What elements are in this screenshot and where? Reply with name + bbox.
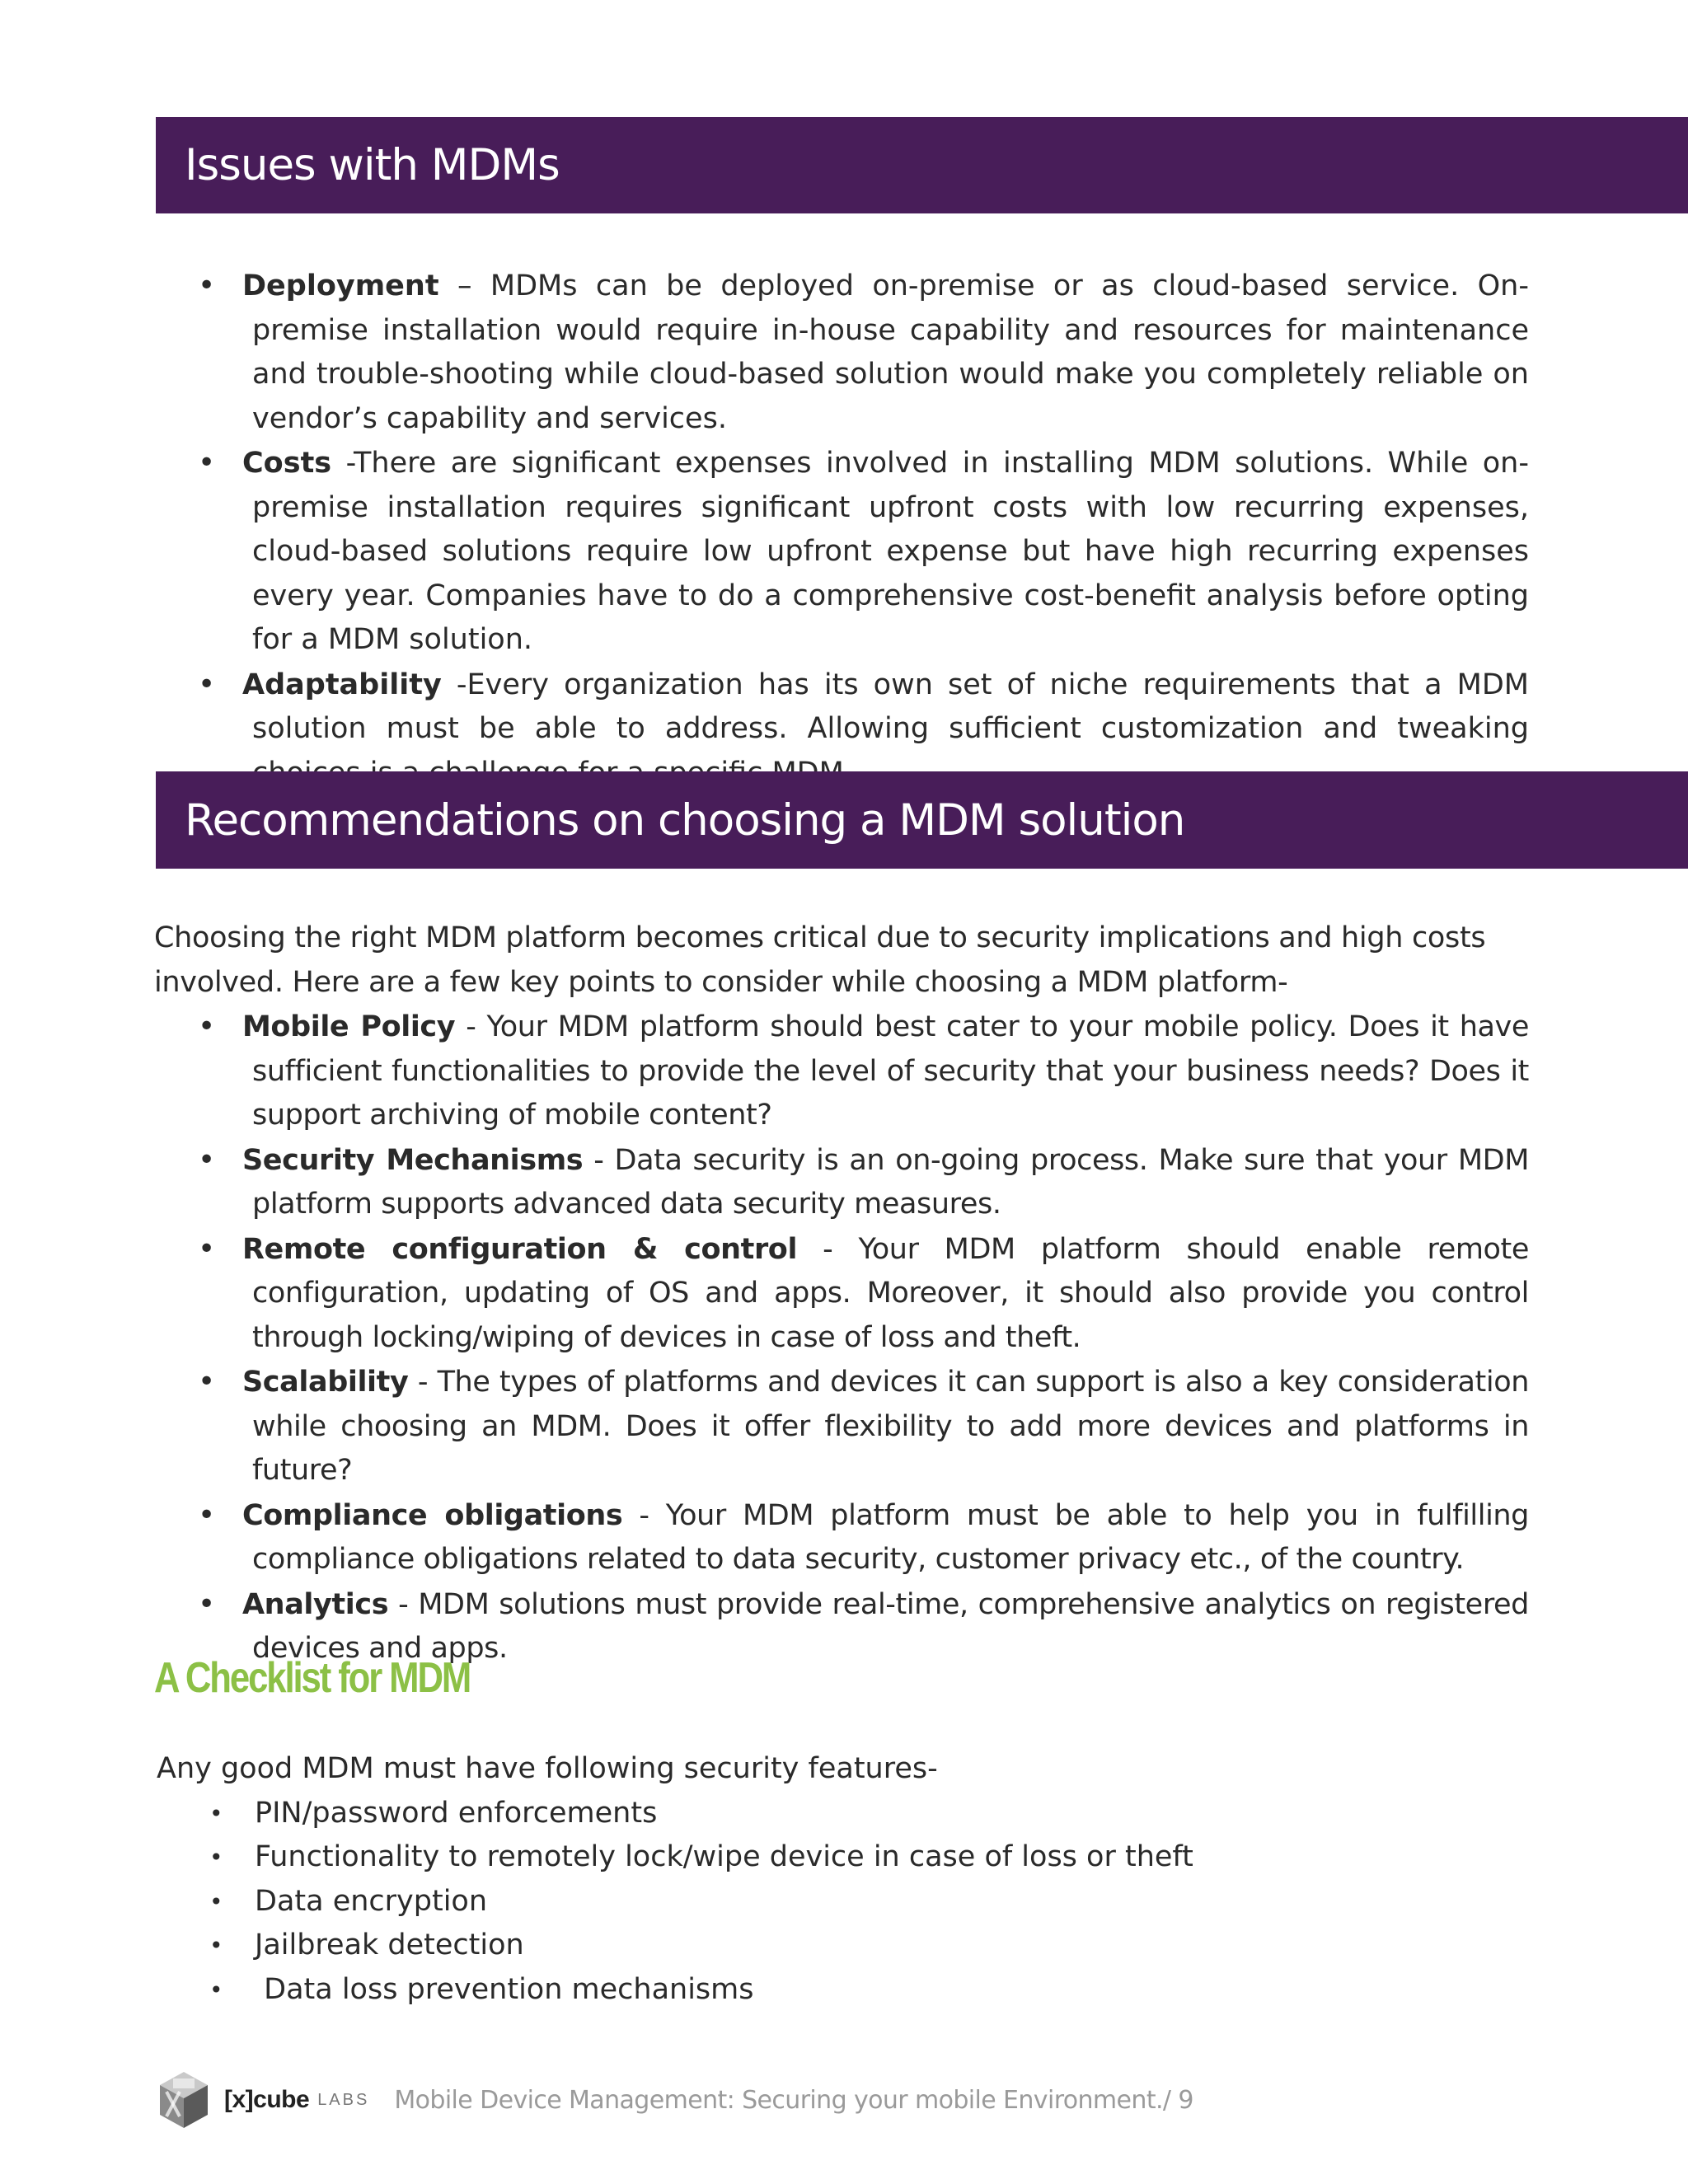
item-text: Jailbreak detection xyxy=(255,1929,524,1961)
recommendations-list xyxy=(154,1005,1529,1671)
issues-list xyxy=(154,264,1529,795)
item-term: Deployment xyxy=(242,269,439,302)
checklist-intro: Any good MDM must have following security features- xyxy=(157,1752,938,1785)
bullet: • xyxy=(198,1497,215,1532)
footer-text: Mobile Device Management: Securing your mobile Environment./ 9 xyxy=(394,2085,1193,2115)
item-term: Costs xyxy=(242,447,332,480)
section-banner-recommendations xyxy=(156,771,1688,869)
section-title-recommendations: Recommendations on choosing a MDM solution xyxy=(185,794,1185,846)
checklist-list xyxy=(157,1792,1531,2013)
bullet: • xyxy=(209,1932,223,1959)
section-banner-issues xyxy=(156,117,1688,213)
bullet: • xyxy=(209,1887,223,1915)
item-text: -There are significant expenses involved in installing MDM solutions. While on-premise installation requires significant upfront costs with low recurring expenses, cloud-based solutions require low upfront expense but have high recurring expenses every year. Companies have to do a comprehensive cost-benefit analysis before opting for a MDM solution. xyxy=(252,447,1529,656)
item-text: PIN/password enforcements xyxy=(255,1796,658,1830)
item-term: Analytics xyxy=(242,1587,389,1621)
bullet: • xyxy=(198,269,216,302)
item-term: Security Mechanisms xyxy=(242,1143,584,1177)
list-item xyxy=(157,1968,1531,2013)
item-text: - Data security is an on-going process. Make sure that your MDM platform supports advanced data security measures. xyxy=(252,1143,1529,1221)
bullet: • xyxy=(198,1142,215,1177)
item-text: Data loss prevention mechanisms xyxy=(255,1972,754,2006)
recommendations-intro: Choosing the right MDM platform becomes critical due to security implications and high costs involved. Here are a few key points to consider while choosing a MDM platform- xyxy=(154,921,1486,999)
item-text: Data encryption xyxy=(255,1884,488,1918)
bullet: • xyxy=(198,1586,215,1621)
checklist-title: A Checklist for MDM xyxy=(154,1654,471,1702)
item-text: - Your MDM platform must be able to help you in fulfilling compliance obligations related to data security, customer privacy etc., of the country. xyxy=(252,1498,1529,1576)
bullet: • xyxy=(209,1799,223,1827)
issues-content xyxy=(154,264,1529,795)
item-term: Mobile Policy xyxy=(242,1010,456,1043)
bullet: • xyxy=(209,1975,223,2004)
xcube-cube-icon xyxy=(155,2067,213,2133)
item-term: Compliance obligations xyxy=(242,1498,623,1532)
recommendations-content xyxy=(154,916,1529,1671)
list-item xyxy=(157,1924,1531,1968)
list-item xyxy=(154,1138,1529,1227)
item-text: - MDM solutions must provide real-time, comprehensive analytics on registered devices and apps. xyxy=(252,1587,1529,1665)
section-title-issues: Issues with MDMs xyxy=(185,140,560,190)
list-item xyxy=(154,1227,1529,1361)
bullet: • xyxy=(198,667,216,701)
brand-subtitle: LABS xyxy=(317,2090,370,2109)
checklist-content xyxy=(157,1747,1531,2012)
item-term: Scalability xyxy=(242,1366,409,1399)
item-text: Functionality to remotely lock/wipe device in case of loss or theft xyxy=(255,1840,1193,1873)
item-term: Adaptability xyxy=(242,668,442,701)
item-text: -Every organization has its own set of niche requirements that a MDM solution must be able to address. Allowing sufficient customization and tweaking xyxy=(252,668,1529,745)
list-item xyxy=(157,1835,1531,1880)
brand-name: [x]cube xyxy=(224,2086,310,2113)
bullet: • xyxy=(198,446,216,480)
bullet: • xyxy=(198,1010,215,1043)
page-footer xyxy=(155,2067,1193,2133)
list-item xyxy=(157,1792,1531,1836)
list-item xyxy=(154,441,1529,663)
item-text: - The types of platforms and devices it can support is also a key consideration while choosing an MDM. Does it offer flexibility to add more devices and platforms in future? xyxy=(252,1366,1529,1487)
list-item xyxy=(154,1360,1529,1493)
bullet: • xyxy=(198,1365,215,1399)
list-item xyxy=(154,264,1529,441)
item-text: - Your MDM platform should enable remote configuration, updating of OS and apps. Moreover, it should also provide you control through locking/wiping of devices in case of loss and theft. xyxy=(252,1232,1529,1354)
item-term: Remote configuration & control xyxy=(242,1232,798,1266)
item-text: - Your MDM platform should best cater to your mobile policy. Does it have sufficient functionalities to provide the level of security that your business needs? Does it support archiving of mobile content? xyxy=(252,1010,1530,1132)
item-text: – MDMs can be deployed on-premise or as cloud-based service. On-premise installation would require in-house capability and resources for maintenance and trouble-shooting while cloud-based solution would make you completely reliable on vendor’s capability and services. xyxy=(252,269,1529,435)
bullet: • xyxy=(198,1231,215,1266)
list-item xyxy=(157,1880,1531,1924)
bullet: • xyxy=(209,1844,223,1871)
list-item xyxy=(154,1493,1529,1582)
list-item xyxy=(154,1005,1529,1138)
